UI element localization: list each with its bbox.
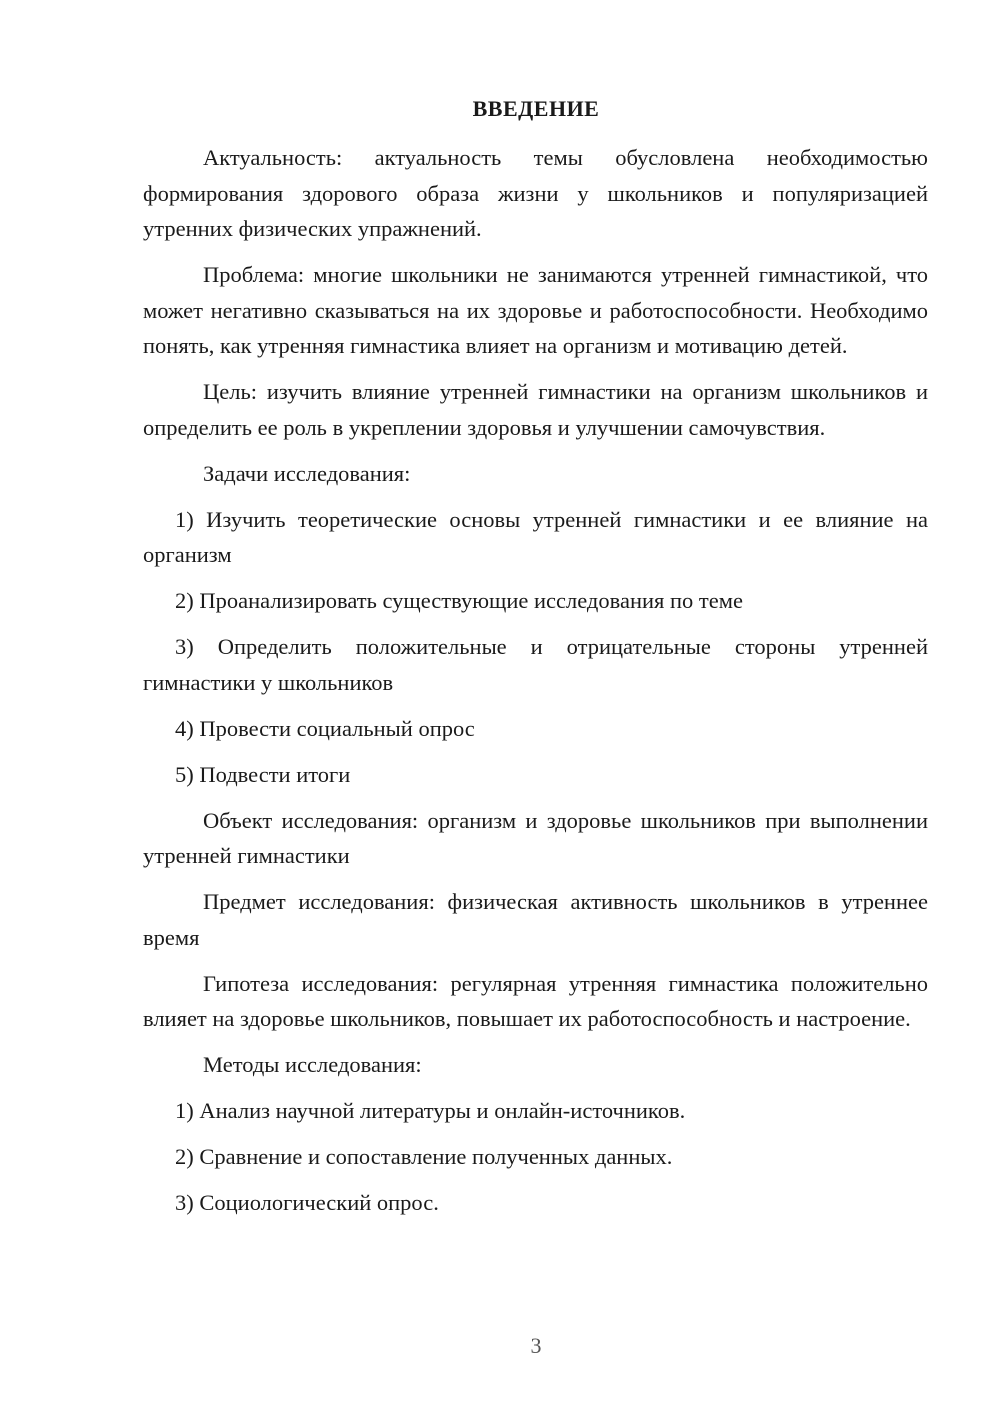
method-item-3: 3) Социологический опрос. — [175, 1190, 439, 1215]
tasks-heading: Задачи исследования: — [203, 460, 411, 486]
task-item-4: 4) Провести социальный опрос — [175, 715, 475, 741]
task-item-3: 3) Определить положительные и отрицательные стороны утренней гимнастики у школьников — [143, 634, 928, 695]
task-item-1: 1) Изучить теоретические основы утренней гимнастики и ее влияние на организм — [143, 506, 928, 567]
methods-heading: Методы исследования: — [203, 1052, 422, 1077]
method-item-1: 1) Анализ научной литературы и онлайн-источников. — [175, 1098, 686, 1123]
page-number: 3 — [530, 1333, 542, 1358]
task-item-5: 5) Подвести итоги — [175, 761, 351, 787]
document-body — [143, 140, 928, 1231]
page-title: ВВЕДЕНИЕ — [472, 96, 600, 121]
hypothesis-paragraph: Гипотеза исследования: регулярная утренняя гимнастика положительно влияет на здоровье школьников, повышает их работоспособность и настроение. — [143, 970, 928, 1031]
task-item-2: 2) Проанализировать существующие исследования по теме — [175, 588, 743, 613]
goal-paragraph: Цель: изучить влияние утренней гимнастики на организм школьников и определить ее роль в укреплении здоровья и улучшении самочувствия. — [143, 379, 928, 440]
problem-paragraph: Проблема: многие школьники не занимаются утренней гимнастикой, что может негативно сказываться на их здоровье и работоспособности. Необходимо понять, как утренняя гимнастика влияет на организм и мотивацию детей. — [143, 262, 928, 358]
relevance-paragraph: Актуальность: актуальность темы обусловлена необходимостью формирования здорового образа жизни у школьников и популяризацией утренних физических упражнений. — [143, 145, 928, 241]
method-item-2: 2) Сравнение и сопоставление полученных данных. — [175, 1144, 673, 1169]
object-paragraph: Объект исследования: организм и здоровье школьников при выполнении утренней гимнастики — [143, 807, 928, 868]
subject-paragraph: Предмет исследования: физическая активность школьников в утреннее время — [143, 889, 928, 950]
